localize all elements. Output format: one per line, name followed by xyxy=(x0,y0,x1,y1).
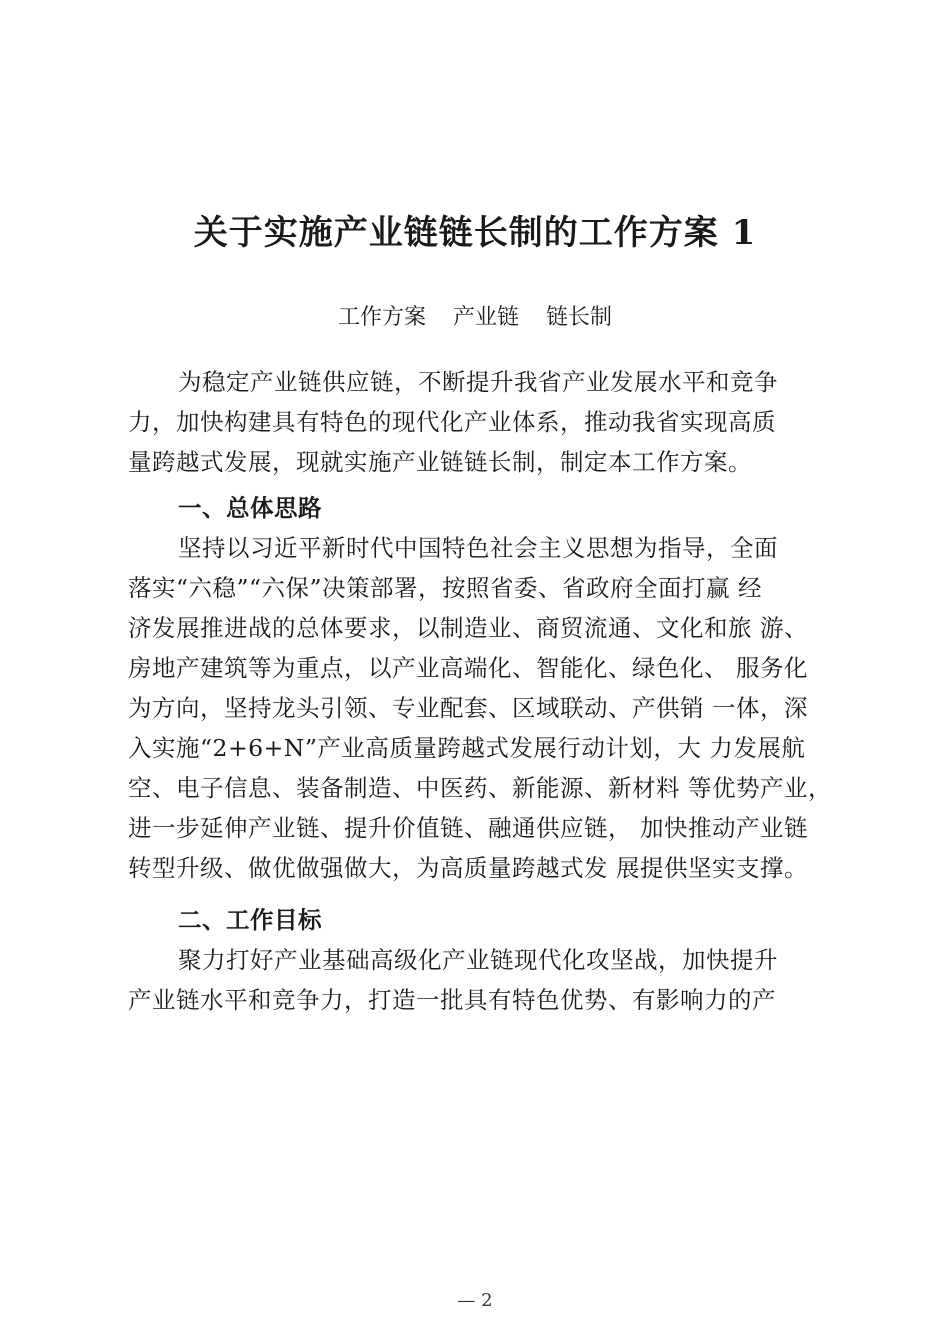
section-1-line-3: 济发展推进战的总体要求，以制造业、商贸流通、文化和旅 游、 xyxy=(128,614,808,642)
section-1-line-1: 坚持以习近平新时代中国特色社会主义思想为指导，全面 xyxy=(178,534,778,562)
section-1-line-5: 为方向，坚持龙头引领、专业配套、区域联动、产供销 一体，深 xyxy=(128,694,808,722)
section-2 xyxy=(128,900,840,1020)
section-2-line-1: 聚力打好产业基础高级化产业链现代化攻坚战，加快提升 xyxy=(178,946,778,974)
section-1-heading: 一、总体思路 xyxy=(178,494,322,522)
page-number: — 2 xyxy=(457,1290,493,1311)
keyword-2: 产业链 xyxy=(452,305,519,330)
section-2-heading: 二、工作目标 xyxy=(178,906,322,934)
section-1-line-6: 入实施“2+6+N”产业高质量跨越式发展行动计划，大 力发展航 xyxy=(128,734,806,762)
section-1-line-2: 落实“六稳”“六保”决策部署，按照省委、省政府全面打赢 经 xyxy=(128,574,763,602)
section-1-line-8: 进一步延伸产业链、提升价值链、融通供应链， 加快推动产业链 xyxy=(128,814,808,842)
keywords-line xyxy=(0,300,950,336)
section-1 xyxy=(128,488,840,888)
section-2-line-2: 产业链水平和竞争力，打造一批具有特色优势、有影响力的产 xyxy=(128,986,776,1014)
page-title: 关于实施产业链链长制的工作方案 1 xyxy=(193,213,757,253)
section-1-line-4: 房地产建筑等为重点，以产业高端化、智能化、绿色化、 服务化 xyxy=(128,654,808,682)
intro-line-3: 量跨越式发展，现就实施产业链链长制，制定本工作方案。 xyxy=(128,448,752,476)
intro-paragraph xyxy=(128,362,840,482)
intro-line-2: 力，加快构建具有特色的现代化产业体系，推动我省实现高质 xyxy=(128,408,776,436)
section-1-line-7: 空、电子信息、装备制造、中医药、新能源、新材料 等优势产业， xyxy=(128,774,832,802)
intro-line-1: 为稳定产业链供应链，不断提升我省产业发展水平和竞争 xyxy=(178,368,778,396)
keyword-1: 工作方案 xyxy=(337,305,426,330)
section-1-line-9: 转型升级、做优做强做大，为高质量跨越式发 展提供坚实支撑。 xyxy=(128,854,808,882)
keyword-3: 链长制 xyxy=(546,305,613,330)
